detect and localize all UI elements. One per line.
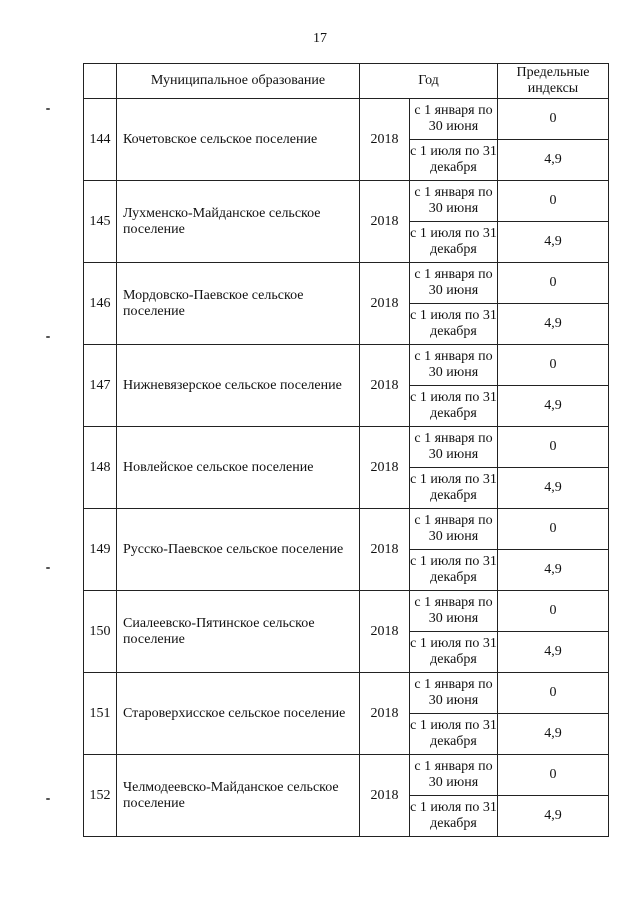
- index-value: 0: [498, 673, 609, 714]
- index-value: 0: [498, 181, 609, 222]
- year-cell: 2018: [360, 181, 410, 263]
- year-cell: 2018: [360, 427, 410, 509]
- table-row: [84, 345, 609, 386]
- period-cell: с 1 января по 30 июня: [410, 673, 498, 714]
- index-value: 4,9: [498, 304, 609, 345]
- table-row: [84, 427, 609, 468]
- period-cell: с 1 января по 30 июня: [410, 345, 498, 386]
- year-cell: 2018: [360, 263, 410, 345]
- year-cell: 2018: [360, 345, 410, 427]
- header-number: [84, 64, 117, 99]
- row-number: 152: [84, 755, 117, 837]
- index-value: 0: [498, 99, 609, 140]
- period-cell: с 1 января по 30 июня: [410, 99, 498, 140]
- row-number: 149: [84, 509, 117, 591]
- index-value: 0: [498, 427, 609, 468]
- year-cell: 2018: [360, 99, 410, 181]
- scan-mark: [46, 108, 50, 110]
- index-value: 4,9: [498, 632, 609, 673]
- index-value: 0: [498, 263, 609, 304]
- municipality-name: Лухменско-Майданское сельское поселение: [117, 181, 360, 263]
- header-municipality: Муниципальное образование: [117, 64, 360, 99]
- period-cell: с 1 июля по 31 декабря: [410, 632, 498, 673]
- year-cell: 2018: [360, 673, 410, 755]
- scan-mark: [46, 567, 50, 569]
- period-cell: с 1 января по 30 июня: [410, 427, 498, 468]
- table-row: [84, 509, 609, 550]
- table-row: [84, 673, 609, 714]
- index-value: 4,9: [498, 468, 609, 509]
- period-cell: с 1 июля по 31 декабря: [410, 386, 498, 427]
- municipality-name: Нижневязерское сельское поселение: [117, 345, 360, 427]
- header-year: Год: [360, 64, 498, 99]
- row-number: 144: [84, 99, 117, 181]
- row-number: 147: [84, 345, 117, 427]
- table-row: [84, 591, 609, 632]
- period-cell: с 1 июля по 31 декабря: [410, 468, 498, 509]
- year-cell: 2018: [360, 509, 410, 591]
- page-number: 17: [313, 31, 327, 46]
- scan-mark: [46, 336, 50, 338]
- municipality-name: Сиалеевско-Пятинское сельское поселение: [117, 591, 360, 673]
- index-value: 4,9: [498, 222, 609, 263]
- table-row: [84, 181, 609, 222]
- period-cell: с 1 января по 30 июня: [410, 181, 498, 222]
- municipality-name: Челмодеевско-Майданское сельское поселение: [117, 755, 360, 837]
- row-number: 151: [84, 673, 117, 755]
- period-cell: с 1 июля по 31 декабря: [410, 140, 498, 181]
- table-row: [84, 99, 609, 140]
- table-body: [84, 99, 609, 837]
- table-header-row: [84, 64, 609, 99]
- municipality-name: Новлейское сельское поселение: [117, 427, 360, 509]
- scan-mark: [46, 798, 50, 800]
- municipality-name: Русско-Паевское сельское поселение: [117, 509, 360, 591]
- year-cell: 2018: [360, 755, 410, 837]
- index-value: 4,9: [498, 714, 609, 755]
- period-cell: с 1 июля по 31 декабря: [410, 714, 498, 755]
- period-cell: с 1 июля по 31 декабря: [410, 550, 498, 591]
- municipality-name: Кочетовское сельское поселение: [117, 99, 360, 181]
- index-value: 0: [498, 755, 609, 796]
- municipality-name: Мордовско-Паевское сельское поселение: [117, 263, 360, 345]
- index-value: 4,9: [498, 140, 609, 181]
- table-row: [84, 755, 609, 796]
- period-cell: с 1 января по 30 июня: [410, 509, 498, 550]
- row-number: 145: [84, 181, 117, 263]
- period-cell: с 1 июля по 31 декабря: [410, 796, 498, 837]
- year-cell: 2018: [360, 591, 410, 673]
- index-value: 4,9: [498, 386, 609, 427]
- municipality-name: Староверхисское сельское поселение: [117, 673, 360, 755]
- row-number: 146: [84, 263, 117, 345]
- index-value: 0: [498, 509, 609, 550]
- period-cell: с 1 января по 30 июня: [410, 591, 498, 632]
- index-value: 4,9: [498, 550, 609, 591]
- period-cell: с 1 января по 30 июня: [410, 263, 498, 304]
- header-index: Предельные индексы: [498, 64, 609, 99]
- row-number: 148: [84, 427, 117, 509]
- period-cell: с 1 июля по 31 декабря: [410, 222, 498, 263]
- index-value: 0: [498, 591, 609, 632]
- index-value: 4,9: [498, 796, 609, 837]
- period-cell: с 1 января по 30 июня: [410, 755, 498, 796]
- table-row: [84, 263, 609, 304]
- index-value: 0: [498, 345, 609, 386]
- indices-table: [83, 63, 609, 837]
- period-cell: с 1 июля по 31 декабря: [410, 304, 498, 345]
- row-number: 150: [84, 591, 117, 673]
